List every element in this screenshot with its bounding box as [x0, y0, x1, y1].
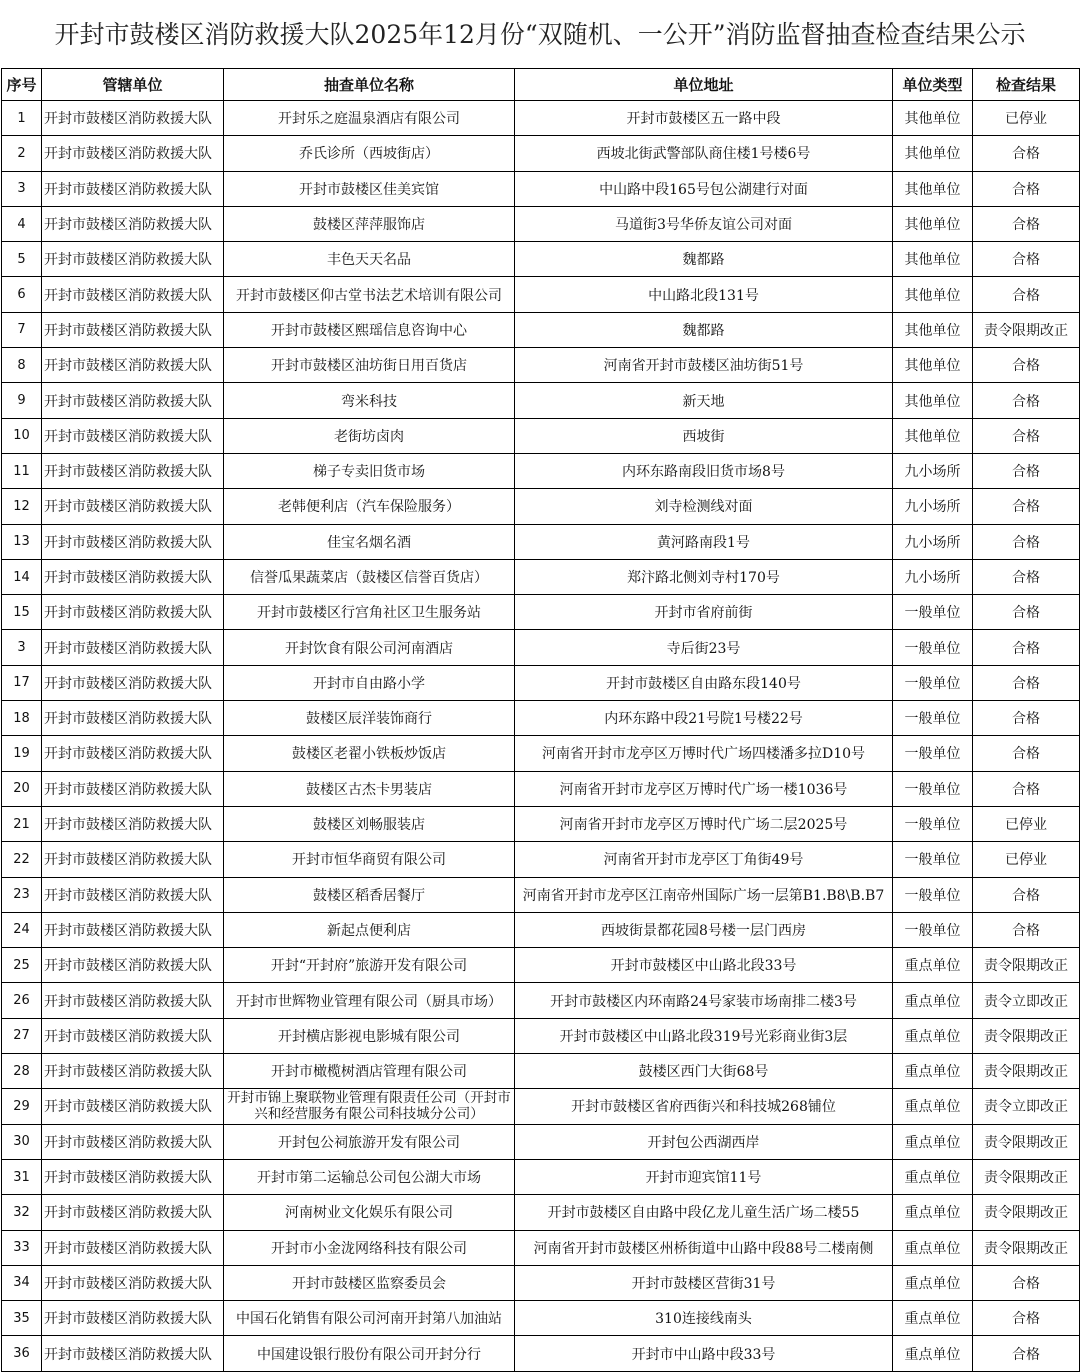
cell-address: 开封市鼓楼区中山路北段33号 — [515, 948, 893, 983]
cell-seq: 25 — [2, 948, 42, 983]
cell-address: 开封市中山路中段33号 — [515, 1336, 893, 1371]
cell-result: 合格 — [973, 877, 1080, 912]
cell-unit-type: 重点单位 — [893, 1089, 973, 1124]
cell-unit-name: 鼓楼区老翟小铁板炒饭店 — [224, 736, 515, 771]
cell-unit-name: 开封市鼓楼区佳美宾馆 — [224, 171, 515, 206]
cell-unit-type: 重点单位 — [893, 1336, 973, 1371]
cell-jurisdiction: 开封市鼓楼区消防救援大队 — [42, 701, 224, 736]
cell-unit-type: 重点单位 — [893, 1124, 973, 1159]
cell-result: 责令立即改正 — [973, 983, 1080, 1018]
table-row — [2, 312, 1080, 347]
cell-unit-type: 九小场所 — [893, 453, 973, 488]
cell-unit-name: 鼓楼区辰洋装饰商行 — [224, 701, 515, 736]
cell-result: 合格 — [973, 736, 1080, 771]
cell-address: 新天地 — [515, 383, 893, 418]
cell-unit-type: 重点单位 — [893, 948, 973, 983]
cell-result: 合格 — [973, 242, 1080, 277]
cell-result: 责令限期改正 — [973, 1195, 1080, 1230]
cell-result: 合格 — [973, 348, 1080, 383]
table-row — [2, 1159, 1080, 1194]
cell-seq: 27 — [2, 1018, 42, 1053]
table-row — [2, 206, 1080, 241]
cell-result: 合格 — [973, 171, 1080, 206]
table-row — [2, 383, 1080, 418]
cell-jurisdiction: 开封市鼓楼区消防救援大队 — [42, 136, 224, 171]
table-row — [2, 877, 1080, 912]
cell-address: 西坡北街武警部队商住楼1号楼6号 — [515, 136, 893, 171]
cell-jurisdiction: 开封市鼓楼区消防救援大队 — [42, 277, 224, 312]
cell-seq: 34 — [2, 1265, 42, 1300]
cell-address: 河南省开封市龙亭区万博时代广场二层2025号 — [515, 806, 893, 841]
cell-address: 开封市鼓楼区五一路中段 — [515, 101, 893, 136]
cell-unit-type: 重点单位 — [893, 1265, 973, 1300]
cell-unit-name: 开封“开封府”旅游开发有限公司 — [224, 948, 515, 983]
table-row — [2, 1301, 1080, 1336]
cell-result: 责令限期改正 — [973, 312, 1080, 347]
cell-unit-type: 一般单位 — [893, 877, 973, 912]
table-header-row — [2, 69, 1080, 101]
cell-address: 开封市鼓楼区营街31号 — [515, 1265, 893, 1300]
cell-seq: 20 — [2, 771, 42, 806]
cell-address: 马道街3号华侨友谊公司对面 — [515, 206, 893, 241]
cell-seq: 30 — [2, 1124, 42, 1159]
cell-unit-type: 重点单位 — [893, 1301, 973, 1336]
cell-unit-name: 开封包公祠旅游开发有限公司 — [224, 1124, 515, 1159]
cell-jurisdiction: 开封市鼓楼区消防救援大队 — [42, 1265, 224, 1300]
cell-unit-name: 鼓楼区古杰卡男装店 — [224, 771, 515, 806]
table-row — [2, 771, 1080, 806]
cell-seq: 12 — [2, 489, 42, 524]
cell-address: 西坡街景都花园8号楼一层门西房 — [515, 912, 893, 947]
cell-address: 寺后街23号 — [515, 630, 893, 665]
cell-unit-name: 中国石化销售有限公司河南开封第八加油站 — [224, 1301, 515, 1336]
cell-result: 合格 — [973, 136, 1080, 171]
cell-unit-name: 梯子专卖旧货市场 — [224, 453, 515, 488]
cell-jurisdiction: 开封市鼓楼区消防救援大队 — [42, 101, 224, 136]
cell-address: 开封市鼓楼区省府西街兴和科技城268铺位 — [515, 1089, 893, 1124]
cell-result: 合格 — [973, 453, 1080, 488]
header-result: 检查结果 — [973, 69, 1080, 101]
table-row — [2, 842, 1080, 877]
cell-jurisdiction: 开封市鼓楼区消防救援大队 — [42, 1018, 224, 1053]
cell-result: 责令限期改正 — [973, 1230, 1080, 1265]
cell-unit-type: 其他单位 — [893, 136, 973, 171]
cell-result: 合格 — [973, 1265, 1080, 1300]
cell-seq: 21 — [2, 806, 42, 841]
cell-result: 合格 — [973, 489, 1080, 524]
header-unit-type: 单位类型 — [893, 69, 973, 101]
table-row — [2, 453, 1080, 488]
cell-jurisdiction: 开封市鼓楼区消防救援大队 — [42, 348, 224, 383]
cell-address: 中山路北段131号 — [515, 277, 893, 312]
cell-unit-type: 九小场所 — [893, 559, 973, 594]
cell-jurisdiction: 开封市鼓楼区消防救援大队 — [42, 524, 224, 559]
cell-unit-name: 鼓楼区萍萍服饰店 — [224, 206, 515, 241]
cell-result: 合格 — [973, 630, 1080, 665]
cell-jurisdiction: 开封市鼓楼区消防救援大队 — [42, 877, 224, 912]
cell-unit-type: 其他单位 — [893, 206, 973, 241]
cell-seq: 17 — [2, 665, 42, 700]
cell-jurisdiction: 开封市鼓楼区消防救援大队 — [42, 912, 224, 947]
cell-address: 开封包公西湖西岸 — [515, 1124, 893, 1159]
table-row — [2, 1089, 1080, 1124]
cell-unit-name: 鼓楼区稻香居餐厅 — [224, 877, 515, 912]
cell-seq: 10 — [2, 418, 42, 453]
cell-unit-type: 一般单位 — [893, 736, 973, 771]
table-body — [2, 101, 1080, 1372]
cell-unit-type: 重点单位 — [893, 1159, 973, 1194]
cell-jurisdiction: 开封市鼓楼区消防救援大队 — [42, 489, 224, 524]
cell-unit-name: 开封市鼓楼区熙瑶信息咨询中心 — [224, 312, 515, 347]
table-row — [2, 277, 1080, 312]
cell-jurisdiction: 开封市鼓楼区消防救援大队 — [42, 983, 224, 1018]
cell-unit-name: 开封市锦上聚联物业管理有限责任公司（开封市兴和经营服务有限公司科技城分公司） — [224, 1089, 515, 1124]
cell-result: 责令立即改正 — [973, 1089, 1080, 1124]
cell-unit-type: 其他单位 — [893, 312, 973, 347]
cell-unit-name: 丰色天天名品 — [224, 242, 515, 277]
cell-unit-name: 开封市鼓楼区仰古堂书法艺术培训有限公司 — [224, 277, 515, 312]
cell-result: 合格 — [973, 277, 1080, 312]
cell-jurisdiction: 开封市鼓楼区消防救援大队 — [42, 842, 224, 877]
cell-result: 合格 — [973, 771, 1080, 806]
cell-result: 合格 — [973, 524, 1080, 559]
table-row — [2, 983, 1080, 1018]
inspection-results-table — [1, 68, 1080, 1372]
cell-seq: 9 — [2, 383, 42, 418]
table-row — [2, 489, 1080, 524]
cell-jurisdiction: 开封市鼓楼区消防救援大队 — [42, 595, 224, 630]
cell-unit-name: 老韩便利店（汽车保险服务） — [224, 489, 515, 524]
cell-unit-name: 开封乐之庭温泉酒店有限公司 — [224, 101, 515, 136]
table-row — [2, 806, 1080, 841]
cell-unit-type: 重点单位 — [893, 1054, 973, 1089]
cell-unit-type: 重点单位 — [893, 1195, 973, 1230]
cell-seq: 4 — [2, 206, 42, 241]
cell-seq: 7 — [2, 312, 42, 347]
cell-address: 魏都路 — [515, 242, 893, 277]
table-row — [2, 348, 1080, 383]
cell-unit-type: 其他单位 — [893, 348, 973, 383]
page-title: 开封市鼓楼区消防救援大队2025年12月份“双随机、一公开”消防监督抽查检查结果公示 — [54, 20, 1026, 49]
header-address: 单位地址 — [515, 69, 893, 101]
table-row — [2, 736, 1080, 771]
cell-jurisdiction: 开封市鼓楼区消防救援大队 — [42, 559, 224, 594]
cell-jurisdiction: 开封市鼓楼区消防救援大队 — [42, 383, 224, 418]
cell-seq: 3 — [2, 630, 42, 665]
cell-address: 魏都路 — [515, 312, 893, 347]
cell-seq: 35 — [2, 1301, 42, 1336]
cell-unit-type: 一般单位 — [893, 771, 973, 806]
cell-unit-name: 开封市第二运输总公司包公湖大市场 — [224, 1159, 515, 1194]
table-row — [2, 1265, 1080, 1300]
cell-jurisdiction: 开封市鼓楼区消防救援大队 — [42, 1195, 224, 1230]
cell-jurisdiction: 开封市鼓楼区消防救援大队 — [42, 1054, 224, 1089]
table-row — [2, 912, 1080, 947]
cell-result: 合格 — [973, 701, 1080, 736]
cell-seq: 2 — [2, 136, 42, 171]
cell-result: 责令限期改正 — [973, 1124, 1080, 1159]
cell-seq: 13 — [2, 524, 42, 559]
cell-unit-type: 九小场所 — [893, 524, 973, 559]
table-row — [2, 242, 1080, 277]
cell-jurisdiction: 开封市鼓楼区消防救援大队 — [42, 665, 224, 700]
cell-unit-type: 重点单位 — [893, 1230, 973, 1265]
cell-result: 合格 — [973, 559, 1080, 594]
table-row — [2, 665, 1080, 700]
table-row — [2, 701, 1080, 736]
cell-unit-type: 一般单位 — [893, 842, 973, 877]
cell-unit-name: 鼓楼区刘畅服装店 — [224, 806, 515, 841]
cell-unit-name: 弯米科技 — [224, 383, 515, 418]
cell-unit-name: 中国建设银行股份有限公司开封分行 — [224, 1336, 515, 1371]
cell-address: 开封市迎宾馆11号 — [515, 1159, 893, 1194]
table-row — [2, 1124, 1080, 1159]
header-jurisdiction: 管辖单位 — [42, 69, 224, 101]
cell-unit-name: 开封饮食有限公司河南酒店 — [224, 630, 515, 665]
cell-address: 西坡街 — [515, 418, 893, 453]
cell-unit-name: 新起点便利店 — [224, 912, 515, 947]
cell-result: 责令限期改正 — [973, 1018, 1080, 1053]
cell-address: 鼓楼区西门大街68号 — [515, 1054, 893, 1089]
cell-result: 合格 — [973, 383, 1080, 418]
cell-address: 黄河路南段1号 — [515, 524, 893, 559]
cell-jurisdiction: 开封市鼓楼区消防救援大队 — [42, 1336, 224, 1371]
table-row — [2, 1018, 1080, 1053]
cell-address: 河南省开封市龙亭区万博时代广场一楼1036号 — [515, 771, 893, 806]
table-row — [2, 595, 1080, 630]
table-row — [2, 948, 1080, 983]
cell-seq: 3 — [2, 171, 42, 206]
cell-unit-name: 信誉瓜果蔬菜店（鼓楼区信誉百货店） — [224, 559, 515, 594]
cell-address: 刘寺检测线对面 — [515, 489, 893, 524]
cell-unit-type: 一般单位 — [893, 701, 973, 736]
cell-address: 中山路中段165号包公湖建行对面 — [515, 171, 893, 206]
cell-address: 开封市鼓楼区自由路中段亿龙儿童生活广场二楼55 — [515, 1195, 893, 1230]
cell-jurisdiction: 开封市鼓楼区消防救援大队 — [42, 1089, 224, 1124]
cell-address: 开封市鼓楼区中山路北段319号光彩商业街3层 — [515, 1018, 893, 1053]
cell-jurisdiction: 开封市鼓楼区消防救援大队 — [42, 771, 224, 806]
cell-jurisdiction: 开封市鼓楼区消防救援大队 — [42, 171, 224, 206]
header-unit-name: 抽查单位名称 — [224, 69, 515, 101]
cell-result: 合格 — [973, 1301, 1080, 1336]
cell-unit-type: 其他单位 — [893, 277, 973, 312]
cell-result: 责令限期改正 — [973, 948, 1080, 983]
table-row — [2, 1230, 1080, 1265]
cell-result: 合格 — [973, 912, 1080, 947]
cell-unit-name: 佳宝名烟名酒 — [224, 524, 515, 559]
cell-seq: 23 — [2, 877, 42, 912]
cell-address: 河南省开封市鼓楼区州桥街道中山路中段88号二楼南侧 — [515, 1230, 893, 1265]
cell-unit-name: 老街坊卤肉 — [224, 418, 515, 453]
cell-result: 责令限期改正 — [973, 1159, 1080, 1194]
cell-unit-type: 一般单位 — [893, 912, 973, 947]
cell-result: 已停业 — [973, 101, 1080, 136]
cell-unit-type: 其他单位 — [893, 242, 973, 277]
cell-jurisdiction: 开封市鼓楼区消防救援大队 — [42, 206, 224, 241]
cell-jurisdiction: 开封市鼓楼区消防救援大队 — [42, 1124, 224, 1159]
header-seq: 序号 — [2, 69, 42, 101]
table-row — [2, 136, 1080, 171]
table-row — [2, 1195, 1080, 1230]
table-row — [2, 101, 1080, 136]
cell-unit-type: 其他单位 — [893, 171, 973, 206]
cell-jurisdiction: 开封市鼓楼区消防救援大队 — [42, 312, 224, 347]
table-row — [2, 630, 1080, 665]
cell-seq: 36 — [2, 1336, 42, 1371]
table-row — [2, 171, 1080, 206]
cell-address: 河南省开封市鼓楼区油坊街51号 — [515, 348, 893, 383]
cell-unit-name: 乔氏诊所（西坡街店） — [224, 136, 515, 171]
cell-unit-name: 开封市鼓楼区监察委员会 — [224, 1265, 515, 1300]
cell-jurisdiction: 开封市鼓楼区消防救援大队 — [42, 806, 224, 841]
cell-unit-name: 开封市鼓楼区行宫角社区卫生服务站 — [224, 595, 515, 630]
cell-unit-type: 其他单位 — [893, 418, 973, 453]
cell-jurisdiction: 开封市鼓楼区消防救援大队 — [42, 453, 224, 488]
cell-address: 310连接线南头 — [515, 1301, 893, 1336]
cell-result: 已停业 — [973, 806, 1080, 841]
cell-jurisdiction: 开封市鼓楼区消防救援大队 — [42, 736, 224, 771]
table-row — [2, 418, 1080, 453]
cell-address: 河南省开封市龙亭区万博时代广场四楼潘多拉D10号 — [515, 736, 893, 771]
cell-address: 河南省开封市龙亭区丁角街49号 — [515, 842, 893, 877]
cell-unit-name: 开封市自由路小学 — [224, 665, 515, 700]
cell-unit-type: 重点单位 — [893, 1018, 973, 1053]
cell-result: 合格 — [973, 206, 1080, 241]
cell-seq: 32 — [2, 1195, 42, 1230]
cell-unit-name: 开封横店影视电影城有限公司 — [224, 1018, 515, 1053]
cell-address: 开封市省府前街 — [515, 595, 893, 630]
cell-address: 郑汴路北侧刘寺村170号 — [515, 559, 893, 594]
cell-jurisdiction: 开封市鼓楼区消防救援大队 — [42, 1159, 224, 1194]
cell-seq: 24 — [2, 912, 42, 947]
cell-unit-type: 一般单位 — [893, 806, 973, 841]
cell-seq: 19 — [2, 736, 42, 771]
cell-seq: 31 — [2, 1159, 42, 1194]
cell-jurisdiction: 开封市鼓楼区消防救援大队 — [42, 630, 224, 665]
cell-result: 合格 — [973, 1336, 1080, 1371]
cell-unit-type: 九小场所 — [893, 489, 973, 524]
cell-unit-name: 开封市世辉物业管理有限公司（厨具市场） — [224, 983, 515, 1018]
cell-seq: 14 — [2, 559, 42, 594]
cell-seq: 26 — [2, 983, 42, 1018]
cell-seq: 11 — [2, 453, 42, 488]
cell-unit-type: 一般单位 — [893, 595, 973, 630]
cell-address: 开封市鼓楼区自由路东段140号 — [515, 665, 893, 700]
cell-result: 合格 — [973, 418, 1080, 453]
cell-jurisdiction: 开封市鼓楼区消防救援大队 — [42, 1301, 224, 1336]
cell-seq: 29 — [2, 1089, 42, 1124]
cell-unit-name: 开封市鼓楼区油坊街日用百货店 — [224, 348, 515, 383]
cell-unit-type: 重点单位 — [893, 983, 973, 1018]
cell-result: 已停业 — [973, 842, 1080, 877]
table-row — [2, 1054, 1080, 1089]
cell-unit-name: 开封市恒华商贸有限公司 — [224, 842, 515, 877]
cell-result: 责令限期改正 — [973, 1054, 1080, 1089]
cell-address: 内环东路中段21号院1号楼22号 — [515, 701, 893, 736]
table-row — [2, 1336, 1080, 1371]
table-row — [2, 524, 1080, 559]
cell-jurisdiction: 开封市鼓楼区消防救援大队 — [42, 948, 224, 983]
table-row — [2, 559, 1080, 594]
cell-address: 内环东路南段旧货市场8号 — [515, 453, 893, 488]
cell-result: 合格 — [973, 595, 1080, 630]
cell-unit-type: 一般单位 — [893, 665, 973, 700]
cell-unit-type: 一般单位 — [893, 630, 973, 665]
cell-seq: 22 — [2, 842, 42, 877]
cell-unit-name: 河南树业文化娱乐有限公司 — [224, 1195, 515, 1230]
cell-jurisdiction: 开封市鼓楼区消防救援大队 — [42, 418, 224, 453]
cell-seq: 28 — [2, 1054, 42, 1089]
cell-unit-type: 其他单位 — [893, 101, 973, 136]
cell-seq: 18 — [2, 701, 42, 736]
cell-unit-name: 开封市小金泷网络科技有限公司 — [224, 1230, 515, 1265]
cell-seq: 5 — [2, 242, 42, 277]
cell-seq: 6 — [2, 277, 42, 312]
cell-jurisdiction: 开封市鼓楼区消防救援大队 — [42, 1230, 224, 1265]
cell-address: 河南省开封市龙亭区江南帝州国际广场一层第B1.B8\B.B7 — [515, 877, 893, 912]
cell-result: 合格 — [973, 665, 1080, 700]
cell-seq: 8 — [2, 348, 42, 383]
cell-seq: 33 — [2, 1230, 42, 1265]
cell-jurisdiction: 开封市鼓楼区消防救援大队 — [42, 242, 224, 277]
cell-unit-name: 开封市橄榄树酒店管理有限公司 — [224, 1054, 515, 1089]
cell-unit-type: 其他单位 — [893, 383, 973, 418]
cell-seq: 15 — [2, 595, 42, 630]
cell-address: 开封市鼓楼区内环南路24号家装市场南排二楼3号 — [515, 983, 893, 1018]
cell-seq: 1 — [2, 101, 42, 136]
